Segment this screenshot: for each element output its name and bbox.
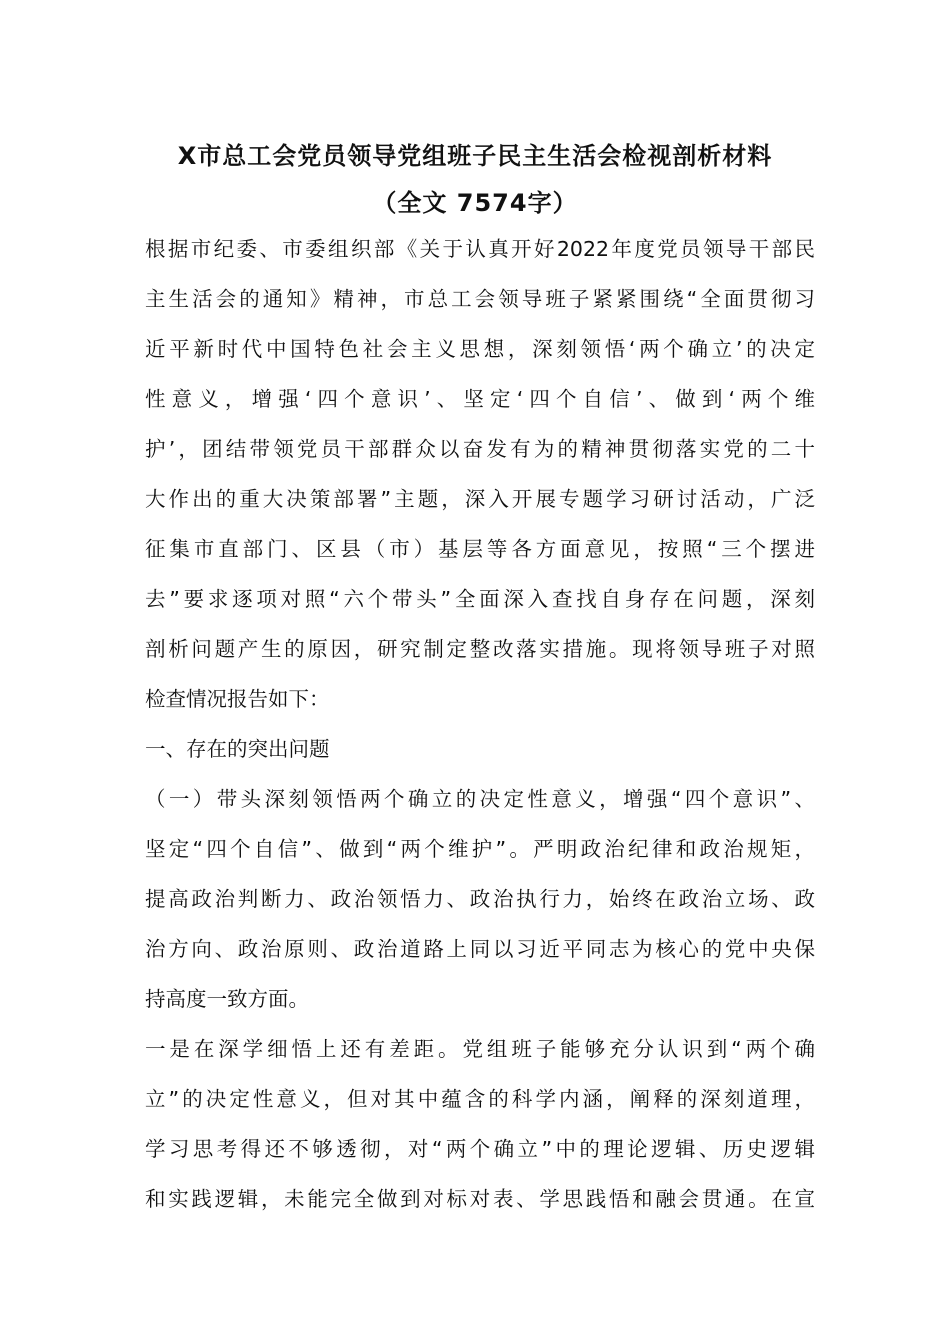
section-heading: 一、存在的突出问题	[145, 737, 330, 761]
body-line: 大作出的重大决策部署”主题，深入开展专题学习研讨活动，广泛	[145, 487, 815, 511]
body-line: 护’，团结带领党员干部群众以奋发有为的精神贯彻落实党的二十	[145, 437, 815, 461]
body-line: 一是在深学细悟上还有差距。党组班子能够充分认识到“两个确	[145, 1037, 815, 1061]
body-line: 主生活会的通知》精神，市总工会领导班子紧紧围绕“全面贯彻习	[145, 287, 815, 311]
body-line: 检查情况报告如下：	[145, 687, 330, 711]
body-line: 征集市直部门、区县（市）基层等各方面意见，按照“三个摆进	[145, 537, 815, 561]
body-line: 近平新时代中国特色社会主义思想，深刻领悟‘两个确立’的决定	[145, 337, 815, 361]
subsection-heading: （一）带头深刻领悟两个确立的决定性意义，增强“四个意识”、	[145, 787, 815, 811]
body-line: 性意义，增强‘四个意识’、坚定‘四个自信’、做到‘两个维	[145, 387, 815, 411]
body-line: 立”的决定性意义，但对其中蕴含的科学内涵，阐释的深刻道理，	[145, 1087, 815, 1111]
body-line: 去”要求逐项对照“六个带头”全面深入查找自身存在问题，深刻	[145, 587, 815, 611]
body-line: 学习思考得还不够透彻，对“两个确立”中的理论逻辑、历史逻辑	[145, 1137, 815, 1161]
body-line: 剖析问题产生的原因，研究制定整改落实措施。现将领导班子对照	[145, 637, 815, 661]
document-title: X市总工会党员领导党组班子民主生活会检视剖析材料	[177, 142, 773, 170]
body-line: 根据市纪委、市委组织部《关于认真开好2022年度党员领导干部民	[145, 237, 815, 261]
body-line: 和实践逻辑，未能完全做到对标对表、学思践悟和融会贯通。在宣	[145, 1187, 815, 1211]
body-line: 坚定“四个自信”、做到“两个维护”。严明政治纪律和政治规矩，	[145, 837, 815, 861]
body-line: 持高度一致方面。	[145, 987, 309, 1011]
body-line: 治方向、政治原则、政治道路上同以习近平同志为核心的党中央保	[145, 937, 815, 961]
document-subtitle: （全文 7574字）	[372, 189, 578, 217]
body-line: 提高政治判断力、政治领悟力、政治执行力，始终在政治立场、政	[145, 887, 815, 911]
